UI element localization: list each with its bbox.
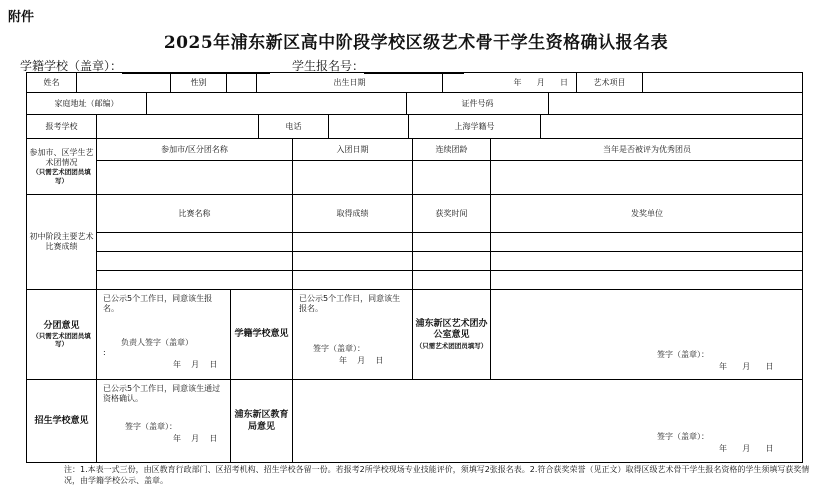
office-opinion-title: 浦东新区艺术团办公室意见 — [415, 319, 488, 341]
target-school-field[interactable] — [97, 115, 259, 139]
admission-school-field[interactable] — [97, 380, 231, 463]
admission-day: 日 — [209, 434, 218, 443]
branch-day: 日 — [209, 360, 218, 369]
contest-row-1-name[interactable] — [97, 233, 293, 252]
contest-row-2-result[interactable] — [293, 252, 413, 271]
contest-row-1-issuer[interactable] — [491, 233, 803, 252]
art-project-label: 艺术项目 — [577, 73, 643, 93]
branch-sign-label: 负责人签字（盖章） — [121, 338, 193, 347]
branch-year: 年 — [173, 360, 181, 369]
troupe-col-excellent: 当年是否被评为优秀团员 — [491, 139, 803, 161]
office-opinion-note: （只需艺术团团员填写） — [415, 341, 488, 350]
office-month: 月 — [742, 362, 751, 371]
branch-month: 月 — [191, 360, 200, 369]
school-opinion-label: 学籍学校意见 — [231, 290, 293, 380]
branch-opinion-text: 已公示5个工作日，同意该生报名。 — [103, 294, 213, 313]
birth-month: 月 — [536, 77, 545, 87]
branch-opinion-label — [27, 290, 97, 380]
birth-day: 日 — [560, 77, 568, 87]
contest-row-3-issuer[interactable] — [491, 271, 803, 290]
birth-label: 出生日期 — [257, 73, 443, 93]
contest-col-issuer: 发奖单位 — [491, 195, 803, 233]
bureau-opinion-label: 浦东新区教育局意见 — [231, 380, 293, 463]
shanghai-id-label: 上海学籍号 — [409, 115, 541, 139]
school-stamp-label: 学籍学校（盖章）： — [20, 59, 123, 73]
troupe-col-years: 连续团龄 — [413, 139, 491, 161]
school-opinion-text: 已公示5个工作日，同意该生报名。 — [299, 294, 401, 313]
art-project-field[interactable] — [643, 73, 803, 93]
shanghai-id-field[interactable] — [541, 115, 803, 139]
troupe-col-date: 入团日期 — [293, 139, 413, 161]
school-opinion-field[interactable] — [293, 290, 413, 380]
name-field[interactable] — [77, 73, 171, 93]
school-sign-label: 签字（盖章）： — [313, 344, 365, 353]
troupe-section-label — [27, 139, 97, 195]
contest-row-3-time[interactable] — [413, 271, 491, 290]
office-opinion-field[interactable] — [491, 290, 803, 380]
office-year: 年 — [719, 362, 727, 371]
attachment-label: 附件 — [8, 10, 35, 25]
target-school-label: 报考学校 — [27, 115, 97, 139]
bureau-day: 日 — [765, 444, 774, 453]
contest-row-2-issuer[interactable] — [491, 252, 803, 271]
form-title: 2025年浦东新区高中阶段学校区级艺术骨干学生资格确认报名表 — [163, 33, 669, 53]
admission-month: 月 — [191, 434, 200, 443]
contest-col-result: 取得成绩 — [293, 195, 413, 233]
contest-row-2-name[interactable] — [97, 252, 293, 271]
id-number-field[interactable] — [549, 93, 803, 115]
contest-row-1-time[interactable] — [413, 233, 491, 252]
id-number-label: 证件号码 — [407, 93, 549, 115]
troupe-label-note: （只需艺术团团员填写） — [32, 168, 91, 185]
admission-school-text: 已公示5个工作日，同意该生通过资格确认。 — [103, 384, 221, 403]
birth-year: 年 — [513, 77, 522, 87]
bureau-opinion-field[interactable] — [293, 380, 803, 463]
school-month: 月 — [357, 356, 366, 365]
office-day: 日 — [765, 362, 774, 371]
phone-label: 电话 — [259, 115, 329, 139]
footnote: 注：1.本表一式三份，由区教育行政部门、区招考机构、招生学校各留一份。若报考2所学校现场专业技能评价，须填写2张报名表。2.符合获奖荣誉（见正文）取得区级艺术骨干学生报名资格的学生须填写获奖情况，由学籍学校公示、盖章。 — [64, 465, 810, 485]
bureau-sign-label: 签字（盖章）： — [657, 432, 709, 441]
troupe-label-text: 参加市、区学生艺术团情况 — [29, 148, 94, 168]
troupe-excellent-field[interactable] — [491, 161, 803, 195]
gender-field[interactable] — [227, 73, 257, 93]
contest-col-time: 获奖时间 — [413, 195, 491, 233]
branch-opinion-title: 分团意见 — [43, 320, 80, 331]
branch-opinion-note: （只需艺术团团员填写） — [32, 332, 91, 349]
gender-label: 性别 — [171, 73, 227, 93]
bureau-year: 年 — [719, 444, 727, 453]
contest-row-2-time[interactable] — [413, 252, 491, 271]
birth-date-field[interactable] — [443, 73, 577, 93]
address-label: 家庭地址（邮编） — [27, 93, 147, 115]
branch-sign-colon: : — [103, 348, 106, 357]
troupe-date-field[interactable] — [293, 161, 413, 195]
school-day: 日 — [375, 356, 384, 365]
school-year: 年 — [339, 356, 347, 365]
admission-sign-label: 签字（盖章）： — [125, 422, 177, 431]
troupe-name-field[interactable] — [97, 161, 293, 195]
troupe-years-field[interactable] — [413, 161, 491, 195]
office-opinion-label — [413, 290, 491, 380]
name-label: 姓名 — [27, 73, 77, 93]
branch-opinion-field[interactable] — [97, 290, 231, 380]
address-field[interactable] — [147, 93, 407, 115]
phone-field[interactable] — [329, 115, 409, 139]
office-sign-label: 签字（盖章）： — [657, 350, 709, 359]
contest-row-1-result[interactable] — [293, 233, 413, 252]
contest-row-3-result[interactable] — [293, 271, 413, 290]
reg-number-label: 学生报名号： — [292, 59, 365, 73]
troupe-col-name: 参加市/区分团名称 — [97, 139, 293, 161]
admission-school-label: 招生学校意见 — [27, 380, 97, 463]
contest-section-label: 初中阶段主要艺术比赛成绩 — [27, 195, 97, 290]
registration-form-table — [26, 72, 803, 463]
contest-row-3-name[interactable] — [97, 271, 293, 290]
contest-col-name: 比赛名称 — [97, 195, 293, 233]
admission-year: 年 — [173, 434, 181, 443]
bureau-month: 月 — [742, 444, 751, 453]
